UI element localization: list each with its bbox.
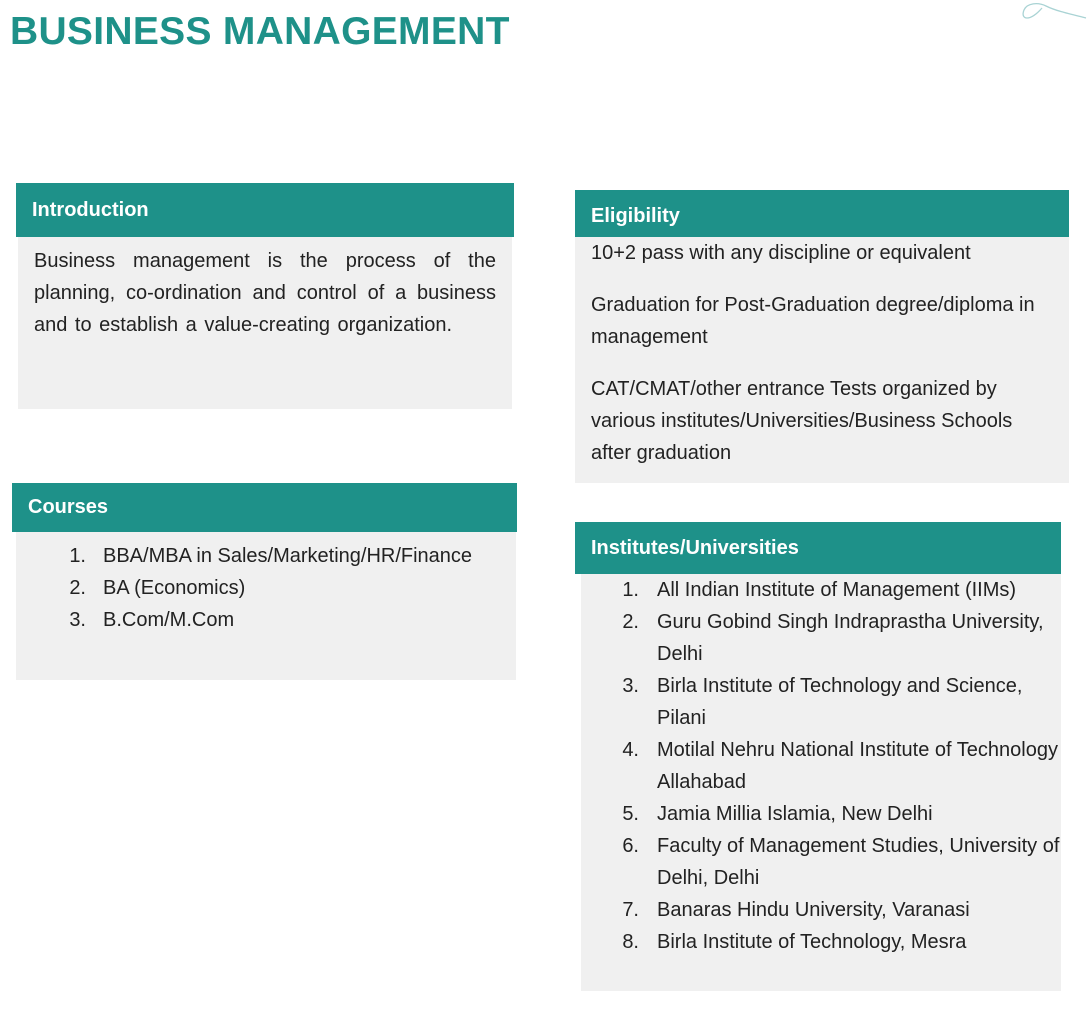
institutes-list-item bbox=[581, 574, 1061, 606]
institutes-item-text: Birla Institute of Technology, Mesra bbox=[657, 931, 967, 953]
courses-header bbox=[12, 483, 517, 532]
institutes-item-text: Jamia Millia Islamia, New Delhi bbox=[657, 803, 933, 825]
institutes-item-number: 8. bbox=[622, 931, 639, 953]
institutes-item-number: 4. bbox=[622, 739, 639, 761]
eligibility-item-1: 10+2 pass with any discipline or equivalent bbox=[591, 242, 971, 264]
eligibility-body bbox=[575, 237, 1069, 483]
swirl-path bbox=[1023, 4, 1086, 18]
eligibility-header bbox=[575, 190, 1069, 237]
institutes-item-text: Banaras Hindu University, Varanasi bbox=[657, 899, 970, 921]
institutes-card bbox=[575, 522, 1061, 991]
courses-item-text: B.Com/M.Com bbox=[103, 609, 235, 631]
institutes-list bbox=[581, 574, 1061, 958]
courses-item-text: BBA/MBA in Sales/Marketing/HR/Finance bbox=[103, 545, 473, 567]
eligibility-header-label: Eligibility bbox=[591, 205, 680, 227]
courses-item-number: 1. bbox=[69, 545, 86, 567]
courses-list-item bbox=[16, 604, 516, 636]
institutes-list-item bbox=[581, 894, 1061, 926]
eligibility-item-3: CAT/CMAT/other entrance Tests organized by various institutes/Universities/Business Schools after graduation bbox=[591, 378, 1013, 464]
institutes-list-item bbox=[581, 798, 1061, 830]
introduction-header bbox=[16, 183, 514, 237]
institutes-item-number: 2. bbox=[622, 611, 639, 633]
courses-item-number: 3. bbox=[69, 609, 86, 631]
institutes-list-item bbox=[581, 926, 1061, 958]
institutes-list-item bbox=[581, 734, 1061, 798]
introduction-body bbox=[18, 237, 512, 409]
page-title: BUSINESS MANAGEMENT bbox=[10, 10, 510, 53]
introduction-text: Business management is the process of the planning, co-ordination and control of a business and to establish a value-creating organization. bbox=[34, 250, 496, 336]
eligibility-card bbox=[575, 190, 1069, 483]
introduction-card bbox=[16, 183, 514, 409]
institutes-item-number: 7. bbox=[622, 899, 639, 921]
introduction-header-label: Introduction bbox=[32, 198, 149, 221]
courses-list-item bbox=[16, 540, 516, 572]
institutes-item-text: Motilal Nehru National Institute of Technology Allahabad bbox=[657, 739, 1058, 793]
institutes-list-item bbox=[581, 606, 1061, 670]
courses-list bbox=[16, 540, 516, 636]
institutes-item-number: 5. bbox=[622, 803, 639, 825]
institutes-item-text: Guru Gobind Singh Indraprastha University, Delhi bbox=[657, 611, 1044, 665]
courses-item-text: BA (Economics) bbox=[103, 577, 246, 599]
institutes-item-number: 6. bbox=[622, 835, 639, 857]
institutes-header-label: Institutes/Universities bbox=[591, 536, 799, 559]
courses-list-item bbox=[16, 572, 516, 604]
institutes-item-number: 1. bbox=[622, 579, 639, 601]
institutes-list-item bbox=[581, 670, 1061, 734]
institutes-item-text: Birla Institute of Technology and Science, Pilani bbox=[657, 675, 1023, 729]
institutes-item-number: 3. bbox=[622, 675, 639, 697]
institutes-header bbox=[575, 522, 1061, 574]
institutes-body bbox=[581, 574, 1061, 991]
courses-card bbox=[12, 483, 517, 680]
courses-header-label: Courses bbox=[28, 496, 109, 518]
eligibility-item-2: Graduation for Post-Graduation degree/diploma in management bbox=[591, 294, 1035, 348]
institutes-item-text: Faculty of Management Studies, University of Delhi, Delhi bbox=[657, 835, 1060, 889]
corner-swirl-decoration bbox=[1018, 0, 1088, 26]
institutes-list-item bbox=[581, 830, 1061, 894]
courses-body bbox=[16, 532, 516, 680]
institutes-item-text: All Indian Institute of Management (IIMs) bbox=[657, 579, 1017, 601]
courses-item-number: 2. bbox=[69, 577, 86, 599]
